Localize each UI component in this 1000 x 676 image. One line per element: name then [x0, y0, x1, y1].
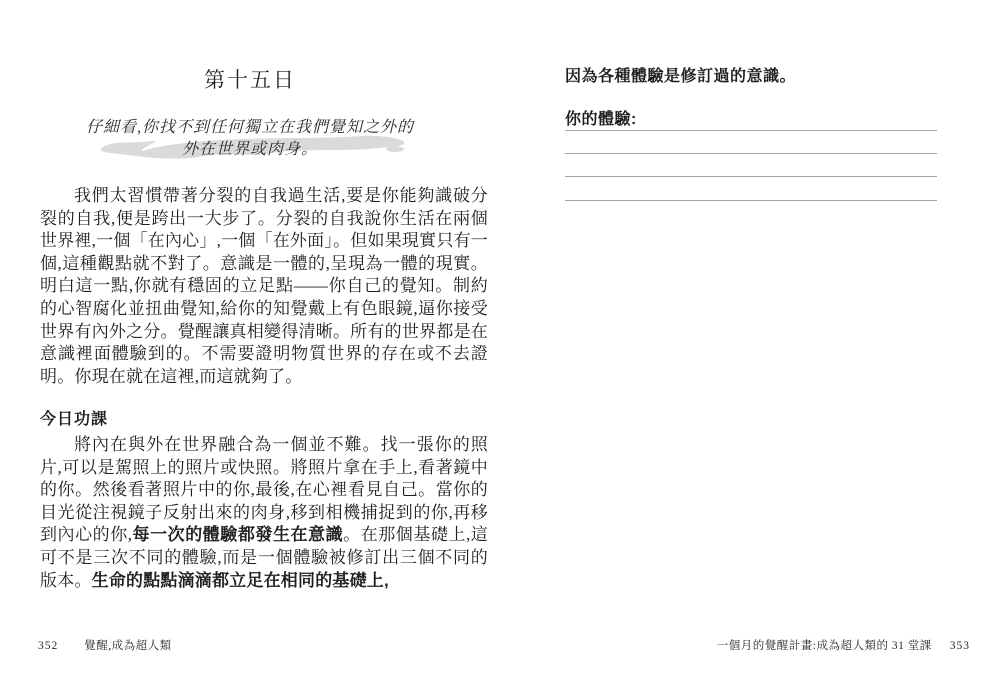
ruled-line-1: [565, 130, 937, 153]
epigraph-line-2: 外在世界或肉身。: [181, 141, 318, 158]
chapter-title: 第十五日: [204, 68, 296, 92]
ruled-line-2: [565, 153, 937, 176]
paragraph-2-bold-emphasis-2: 生命的點點滴滴都立足在相同的基礎上,: [91, 570, 389, 590]
right-page-number: 353: [949, 640, 970, 652]
paragraph-2: [40, 434, 488, 592]
ruled-line-3: [565, 176, 937, 199]
left-page-footer: [38, 637, 172, 653]
ruled-line-4: [565, 200, 937, 223]
epigraph-line-1: 仔細看,你找不到任何獨立在我們覺知之外的: [85, 119, 414, 136]
left-page-number: 352: [38, 640, 59, 652]
right-page-footer: [717, 637, 970, 653]
epigraph-quote: [40, 117, 460, 161]
paragraph-2-text-2: 。在那個基礎上,這可不是三次不同的體驗,而是一個體驗被修訂出三個不同的版本。: [40, 525, 488, 590]
paragraph-2-text: 將內在與外在世界融合為一個並不難。找一張你的照片,可以是駕照上的照片或快照。將照片拿在手上,看著鏡中的你。然後看著照片中的你,最後,在心裡看見自己。當你的目光從注視鏡子反射出來的肉身,移到相機捕捉到的你,再移到內心的你,: [40, 435, 488, 545]
answer-ruled-lines: [565, 130, 937, 223]
lead-bold-sentence: 因為各種體驗是修訂過的意識。: [565, 68, 797, 85]
homework-heading: 今日功課: [40, 411, 109, 428]
experience-label: 你的體驗:: [565, 111, 637, 128]
right-running-title: 一個月的覺醒計畫:成為超人類的 31 堂課: [716, 640, 932, 652]
paragraph-2-bold-emphasis-1: 每一次的體驗都發生在意識: [132, 525, 344, 545]
right-page: [500, 0, 1000, 676]
paragraph-1: 我們太習慣帶著分裂的自我過生活,要是你能夠識破分裂的自我,便是跨出一大步了。分裂的自我說你生活在兩個世界裡,一個「在內心」,一個「在外面」。但如果現實只有一個,這種觀點就不對了。意識是一體的,呈現為一體的現實。明白這一點,你就有穩固的立足點——你自己的覺知。制約的心智腐化並扭曲覺知,給你的知覺戴上有色眼鏡,逼你接受世界有內外之分。覺醒讓真相變得清晰。所有的世界都是在意識裡面體驗到的。不需要證明物質世界的存在或不去證明。你現在就在這裡,而這就夠了。: [40, 186, 488, 386]
left-running-title: 覺醒,成為超人類: [84, 640, 172, 652]
